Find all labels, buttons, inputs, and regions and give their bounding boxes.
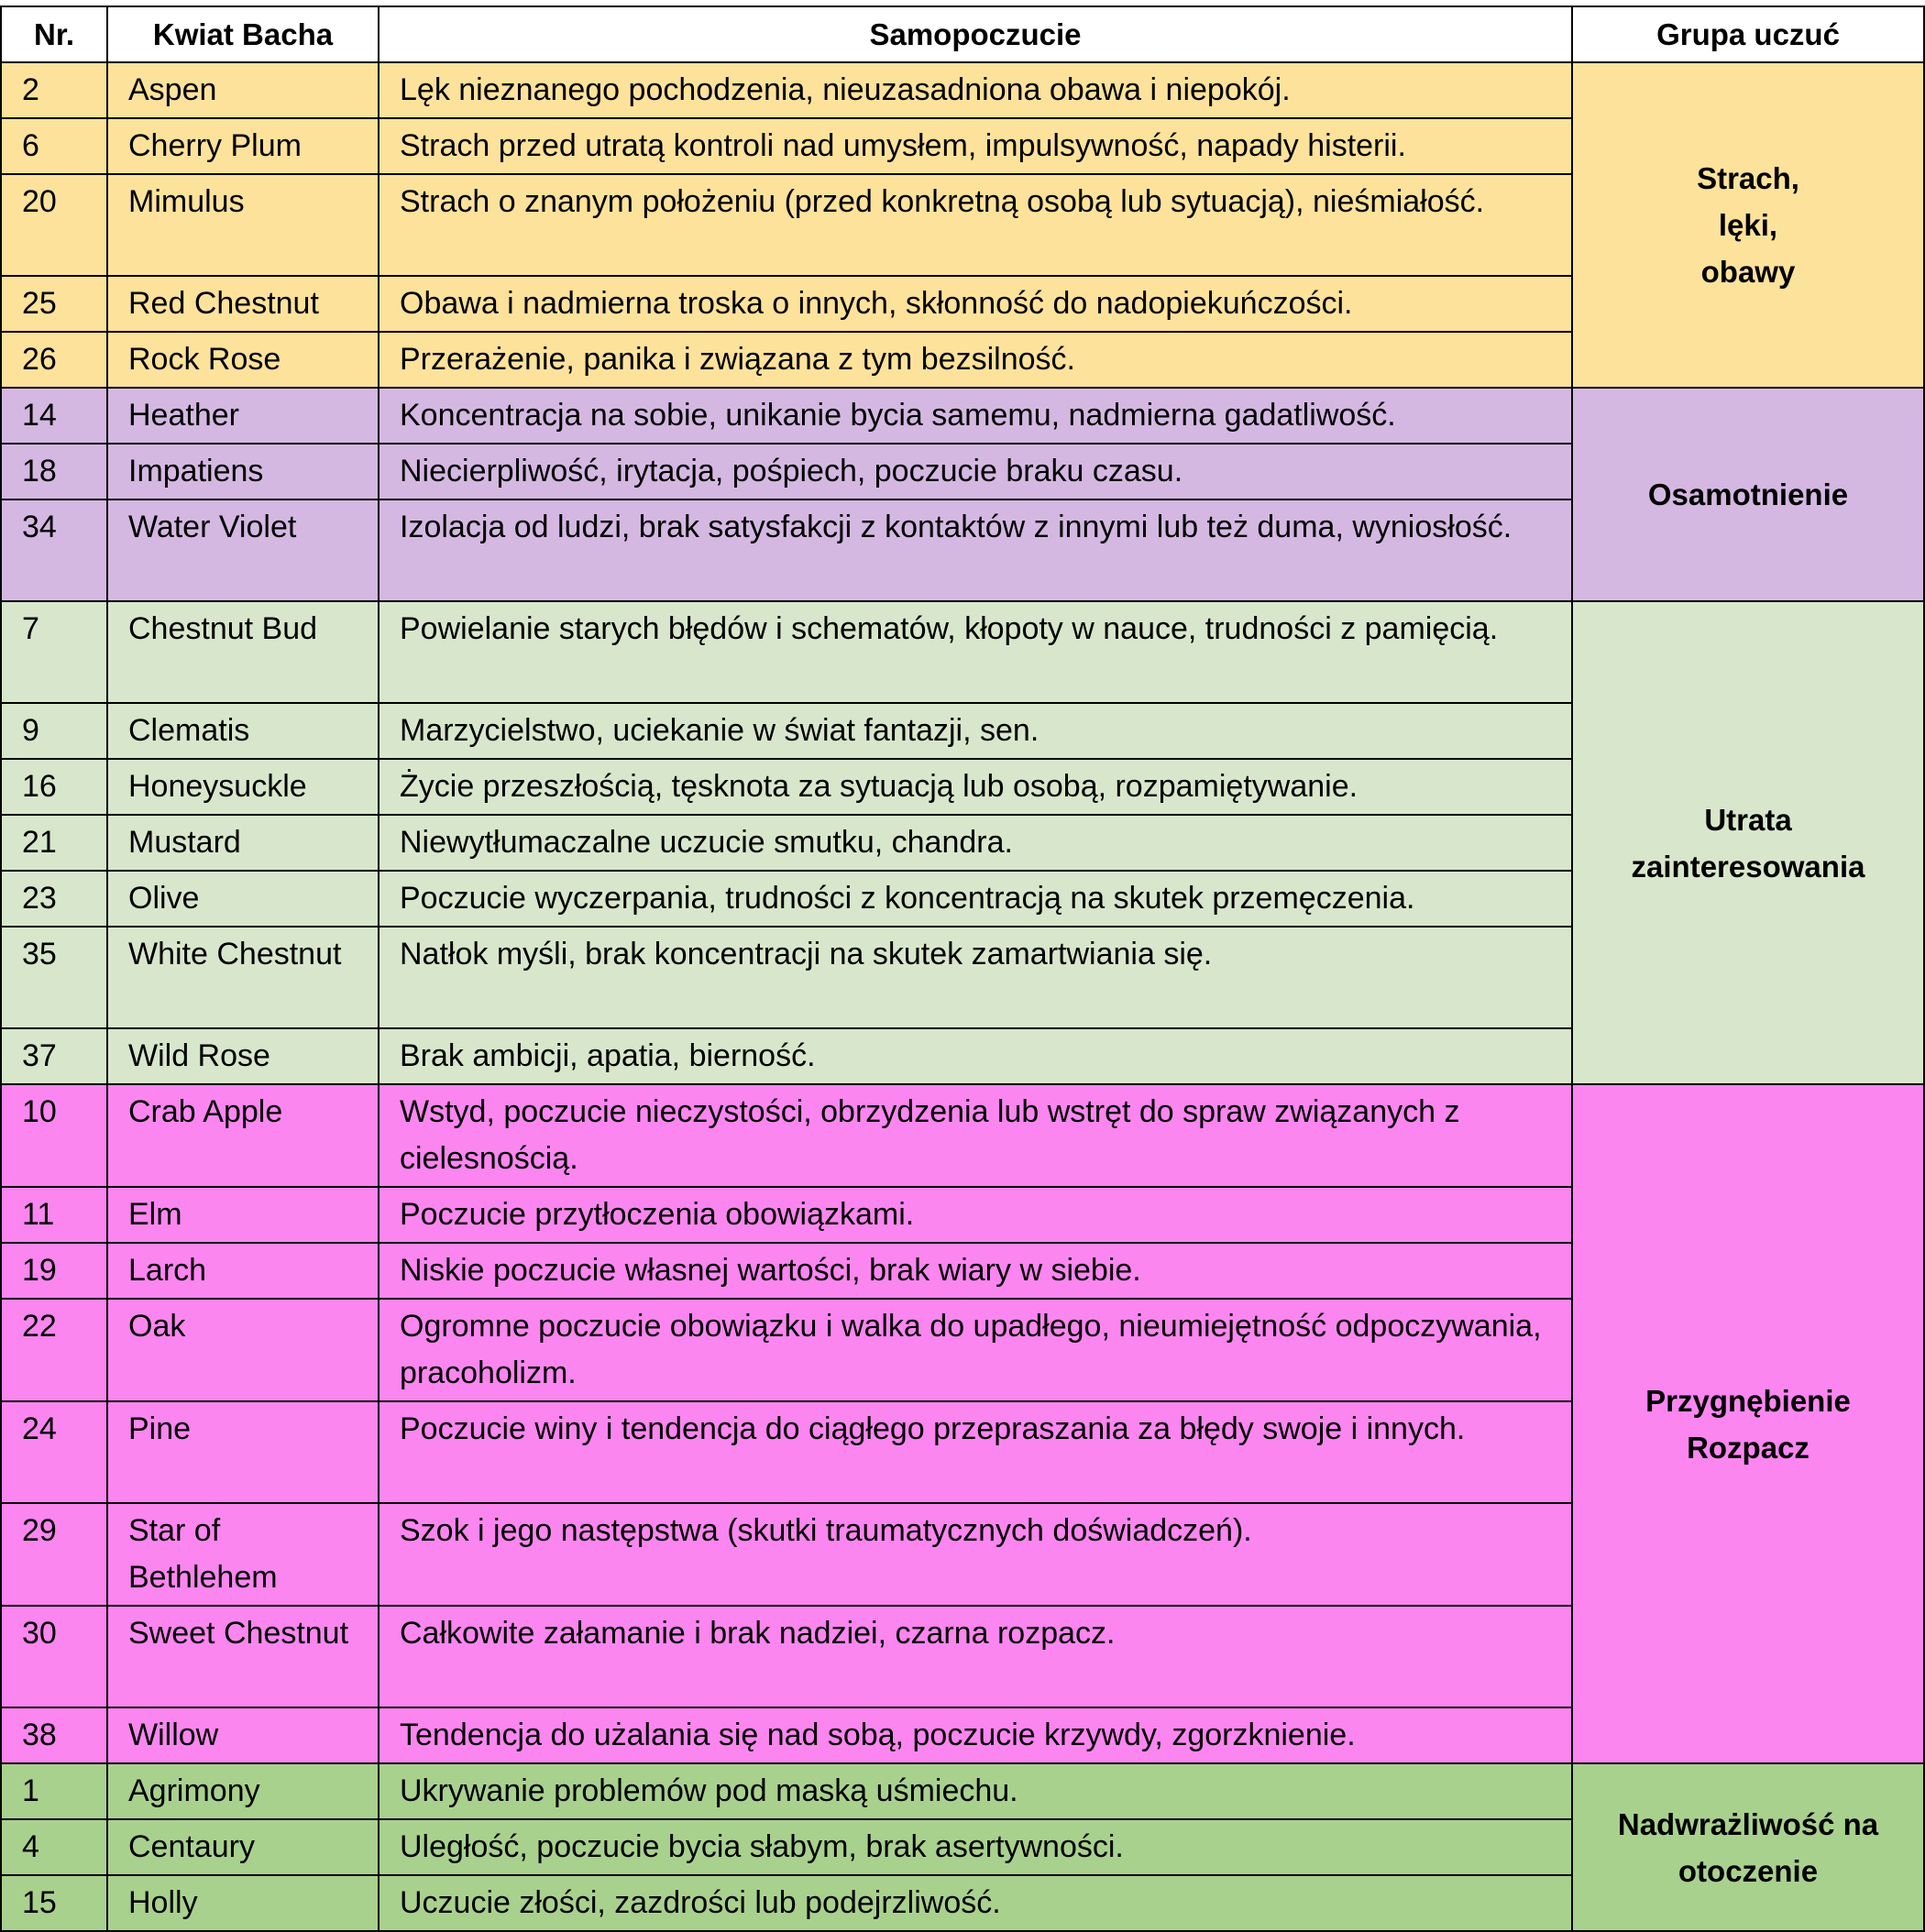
cell-flower-name: Mimulus: [107, 174, 379, 276]
cell-flower-name: Holly: [107, 1875, 379, 1931]
cell-nr: 6: [1, 118, 107, 174]
cell-description: Brak ambicji, apatia, bierność.: [379, 1028, 1572, 1084]
group-label-loss-of-interest: [1572, 601, 1924, 1084]
cell-description: Niskie poczucie własnej wartości, brak wiary w siebie.: [379, 1243, 1572, 1299]
cell-description: Izolacja od ludzi, brak satysfakcji z kontaktów z innymi lub też duma, wyniosłość.: [379, 499, 1572, 601]
cell-nr: 38: [1, 1707, 107, 1763]
cell-nr: 25: [1, 276, 107, 332]
cell-description: Obawa i nadmierna troska o innych, skłonność do nadopiekuńczości.: [379, 276, 1572, 332]
cell-description: Powielanie starych błędów i schematów, kłopoty w nauce, trudności z pamięcią.: [379, 601, 1572, 703]
cell-description: Uczucie złości, zazdrości lub podejrzliwość.: [379, 1875, 1572, 1931]
group-label-line: lęki,: [1718, 208, 1778, 242]
cell-description: Natłok myśli, brak koncentracji na skutek zamartwiania się.: [379, 927, 1572, 1028]
cell-description: Tendencja do użalania się nad sobą, poczucie krzywdy, zgorzknienie.: [379, 1707, 1572, 1763]
cell-nr: 24: [1, 1401, 107, 1503]
cell-flower-name: Chestnut Bud: [107, 601, 379, 703]
cell-nr: 26: [1, 332, 107, 388]
cell-nr: 34: [1, 499, 107, 601]
cell-flower-name: Wild Rose: [107, 1028, 379, 1084]
cell-flower-name: Oak: [107, 1299, 379, 1401]
group-label-fear: [1572, 62, 1924, 388]
cell-flower-name: Crab Apple: [107, 1084, 379, 1187]
group-label-line: otoczenie: [1678, 1853, 1819, 1888]
cell-nr: 37: [1, 1028, 107, 1084]
cell-nr: 35: [1, 927, 107, 1028]
cell-flower-name: Olive: [107, 871, 379, 927]
cell-nr: 2: [1, 62, 107, 118]
cell-description: Poczucie przytłoczenia obowiązkami.: [379, 1187, 1572, 1243]
cell-flower-name: Honeysuckle: [107, 759, 379, 815]
group-label-line: obawy: [1700, 255, 1796, 289]
cell-nr: 9: [1, 703, 107, 759]
cell-nr: 7: [1, 601, 107, 703]
cell-nr: 11: [1, 1187, 107, 1243]
cell-flower-name: Star of Bethlehem: [107, 1503, 379, 1606]
cell-flower-name: White Chestnut: [107, 927, 379, 1028]
cell-nr: 14: [1, 388, 107, 444]
cell-nr: 15: [1, 1875, 107, 1931]
cell-flower-name: Red Chestnut: [107, 276, 379, 332]
cell-description: Marzycielstwo, uciekanie w świat fantazji, sen.: [379, 703, 1572, 759]
cell-flower-name: Willow: [107, 1707, 379, 1763]
table-row: [1, 1084, 1924, 1187]
cell-flower-name: Elm: [107, 1187, 379, 1243]
cell-nr: 22: [1, 1299, 107, 1401]
cell-nr: 1: [1, 1763, 107, 1819]
cell-nr: 21: [1, 815, 107, 871]
cell-description: Strach przed utratą kontroli nad umysłem, impulsywność, napady histerii.: [379, 118, 1572, 174]
cell-flower-name: Agrimony: [107, 1763, 379, 1819]
cell-description: Poczucie wyczerpania, trudności z koncentracją na skutek przemęczenia.: [379, 871, 1572, 927]
cell-description: Szok i jego następstwa (skutki traumatycznych doświadczeń).: [379, 1503, 1572, 1606]
cell-description: Życie przeszłością, tęsknota za sytuacją lub osobą, rozpamiętywanie.: [379, 759, 1572, 815]
header-flower-name: Kwiat Bacha: [107, 6, 379, 62]
cell-flower-name: Heather: [107, 388, 379, 444]
cell-description: Strach o znanym położeniu (przed konkretną osobą lub sytuacją), nieśmiałość.: [379, 174, 1572, 276]
group-label-despair: [1572, 1084, 1924, 1763]
cell-description: Uległość, poczucie bycia słabym, brak asertywności.: [379, 1819, 1572, 1875]
group-label-line: Przygnębienie: [1645, 1383, 1851, 1418]
cell-description: Niecierpliwość, irytacja, pośpiech, poczucie braku czasu.: [379, 444, 1572, 499]
cell-flower-name: Pine: [107, 1401, 379, 1503]
group-label-loneliness: [1572, 388, 1924, 601]
cell-flower-name: Impatiens: [107, 444, 379, 499]
cell-nr: 30: [1, 1606, 107, 1707]
cell-description: Ogromne poczucie obowiązku i walka do upadłego, nieumiejętność odpoczywania, pracoholizm.: [379, 1299, 1572, 1401]
table-row: [1, 388, 1924, 444]
cell-flower-name: Mustard: [107, 815, 379, 871]
cell-nr: 10: [1, 1084, 107, 1187]
cell-flower-name: Aspen: [107, 62, 379, 118]
cell-flower-name: Cherry Plum: [107, 118, 379, 174]
cell-flower-name: Centaury: [107, 1819, 379, 1875]
group-label-line: Rozpacz: [1687, 1430, 1810, 1465]
header-group: Grupa uczuć: [1572, 6, 1924, 62]
header-description: Samopoczucie: [379, 6, 1572, 62]
cell-nr: 4: [1, 1819, 107, 1875]
group-label-line: zainteresowania: [1631, 849, 1865, 884]
cell-description: Ukrywanie problemów pod maską uśmiechu.: [379, 1763, 1572, 1819]
cell-flower-name: Larch: [107, 1243, 379, 1299]
table-row: [1, 62, 1924, 118]
table-row: [1, 601, 1924, 703]
group-label-line: Strach,: [1697, 161, 1799, 195]
group-label-line: Utrata: [1704, 802, 1792, 837]
cell-flower-name: Water Violet: [107, 499, 379, 601]
cell-nr: 18: [1, 444, 107, 499]
cell-flower-name: Sweet Chestnut: [107, 1606, 379, 1707]
cell-nr: 20: [1, 174, 107, 276]
bach-flowers-table: [0, 5, 1925, 1932]
cell-description: Lęk nieznanego pochodzenia, nieuzasadniona obawa i niepokój.: [379, 62, 1572, 118]
group-label-line: Nadwrażliwość na: [1617, 1806, 1879, 1841]
cell-description: Koncentracja na sobie, unikanie bycia samemu, nadmierna gadatliwość.: [379, 388, 1572, 444]
cell-nr: 19: [1, 1243, 107, 1299]
cell-description: Niewytłumaczalne uczucie smutku, chandra.: [379, 815, 1572, 871]
cell-description: Przerażenie, panika i związana z tym bezsilność.: [379, 332, 1572, 388]
cell-description: Wstyd, poczucie nieczystości, obrzydzenia lub wstręt do spraw związanych z cielesnością.: [379, 1084, 1572, 1187]
cell-description: Całkowite załamanie i brak nadziei, czarna rozpacz.: [379, 1606, 1572, 1707]
group-label-hypersensitivity: [1572, 1763, 1924, 1931]
cell-flower-name: Clematis: [107, 703, 379, 759]
header-nr: Nr.: [1, 6, 107, 62]
cell-nr: 29: [1, 1503, 107, 1606]
cell-nr: 16: [1, 759, 107, 815]
header-row: [1, 6, 1924, 62]
cell-nr: 23: [1, 871, 107, 927]
cell-flower-name: Rock Rose: [107, 332, 379, 388]
cell-description: Poczucie winy i tendencja do ciągłego przepraszania za błędy swoje i innych.: [379, 1401, 1572, 1503]
group-label-line: Osamotnienie: [1647, 478, 1849, 511]
table-row: [1, 1763, 1924, 1819]
